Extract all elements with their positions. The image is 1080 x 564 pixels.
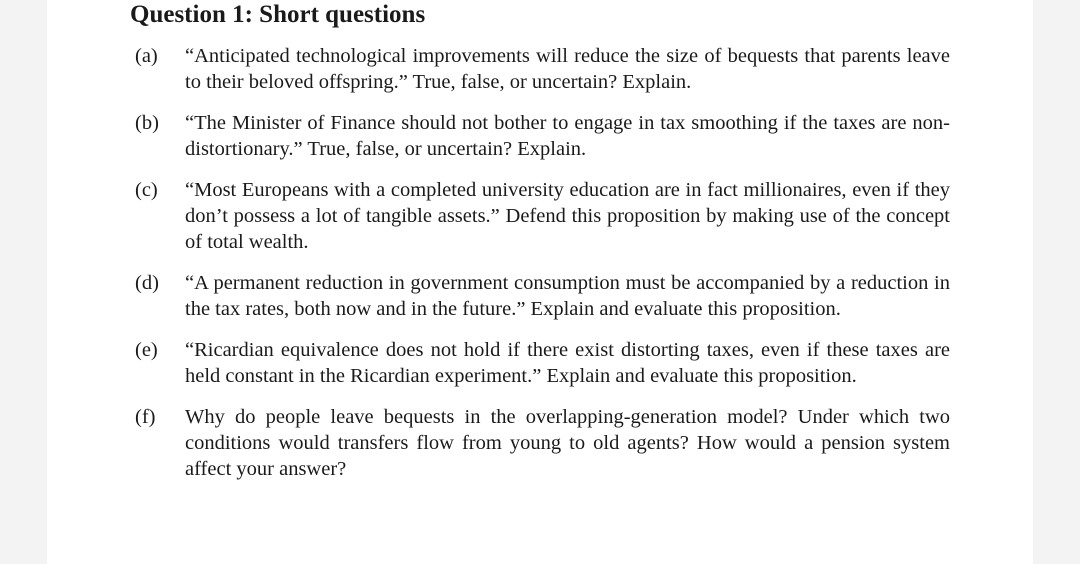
question-item-a [135,43,950,95]
question-item-d [135,270,950,322]
question-item-b [135,110,950,162]
question-label: (a) [135,45,158,67]
section-heading: Question 1: Short questions [130,1,426,28]
question-label: (e) [135,339,158,361]
question-label: (d) [135,272,159,294]
question-item-e [135,337,950,389]
question-text: “Anticipated technological improvements will reduce the size of bequests that parents leave to their beloved offspring.” True, false, or uncertain? Explain. [185,45,950,93]
question-list [135,43,950,482]
question-text: “Ricardian equivalence does not hold if there exist distorting taxes, even if these taxes are held constant in the Ricardian experiment.” Explain and evaluate this proposition. [185,339,950,387]
question-text: Why do people leave bequests in the overlapping-generation model? Under which two conditions would transfers flow from young to old agents? How would a pension system affect your answer? [185,406,950,480]
question-item-c [135,177,950,255]
document-page [47,0,1033,564]
question-label: (c) [135,179,158,201]
question-label: (f) [135,406,156,428]
question-text: “A permanent reduction in government consumption must be accompanied by a reduction in the tax rates, both now and in the future.” Explain and evaluate this proposition. [185,272,950,320]
question-item-f [135,404,950,482]
question-text: “Most Europeans with a completed university education are in fact millionaires, even if they don’t possess a lot of tangible assets.” Defend this proposition by making use of the concept of total wealth. [185,179,950,253]
question-text: “The Minister of Finance should not bother to engage in tax smoothing if the taxes are non-distortionary.” True, false, or uncertain? Explain. [185,112,950,160]
question-label: (b) [135,112,159,134]
